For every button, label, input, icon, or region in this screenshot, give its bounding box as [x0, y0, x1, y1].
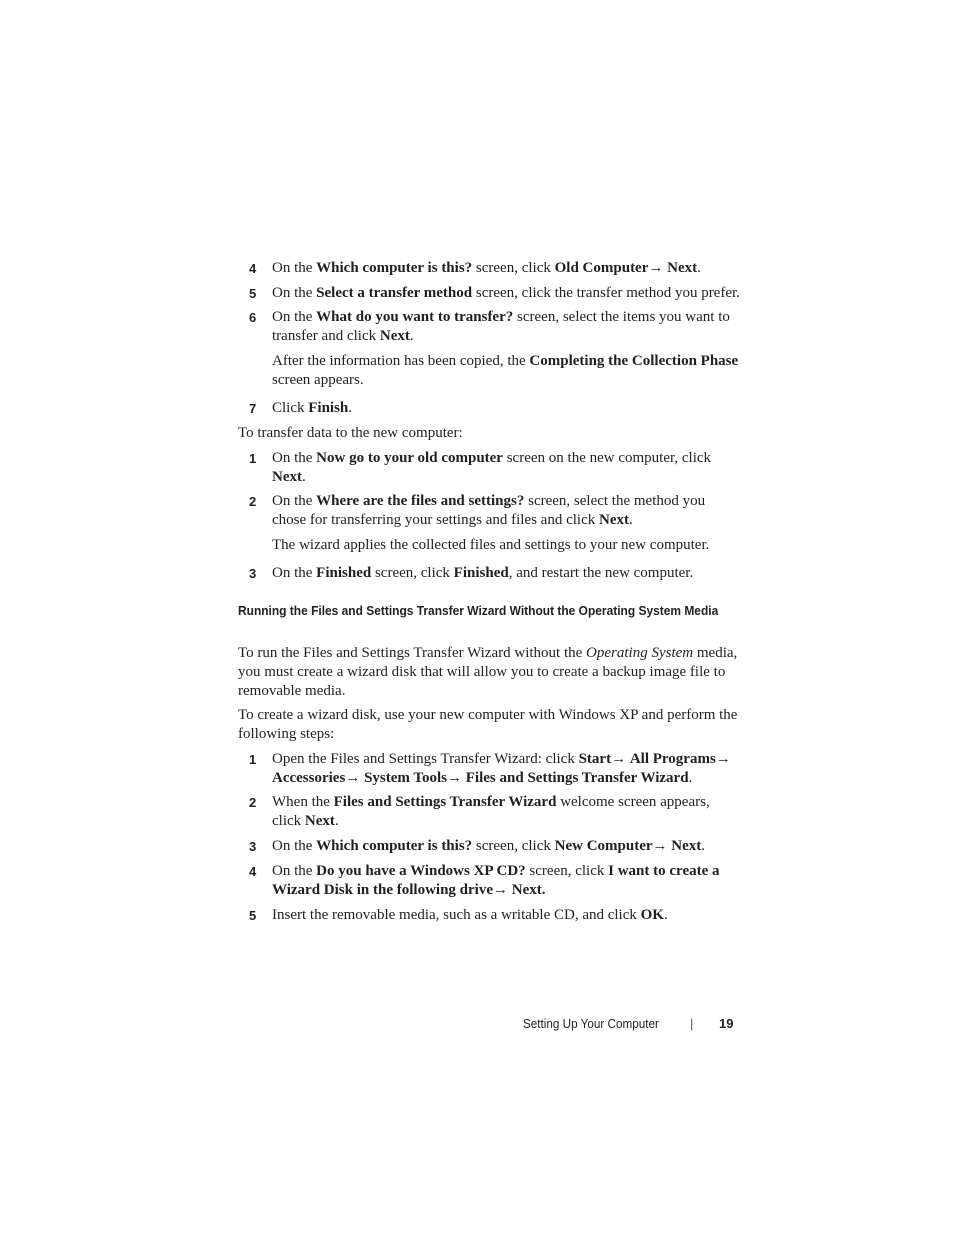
- text-run: screen, click: [525, 863, 609, 879]
- text-run: When the: [272, 794, 334, 810]
- step-text: [272, 399, 742, 418]
- ui-term: Where are the files and settings?: [316, 493, 525, 509]
- intro-paragraph: To transfer data to the new computer:: [238, 425, 463, 441]
- step-text: [272, 862, 742, 900]
- step-text: [272, 906, 742, 925]
- text-run: .: [348, 400, 353, 416]
- ui-term: Next: [598, 512, 629, 528]
- step-number: 7: [249, 401, 257, 416]
- ui-term: Next: [379, 328, 410, 344]
- ui-term: Next: [304, 813, 335, 829]
- text-run: .: [663, 907, 668, 923]
- text-run: On the: [272, 450, 317, 466]
- text-run: On the: [272, 493, 317, 509]
- ui-term: Select a transfer method: [316, 285, 473, 301]
- ui-term: System Tools: [364, 770, 448, 786]
- step-text: [272, 308, 742, 346]
- text-run: .: [701, 838, 706, 854]
- text-run: .: [688, 770, 693, 786]
- ui-term: OK: [640, 907, 664, 923]
- body-paragraph: [238, 644, 743, 701]
- text-run: welcome screen appears, click: [272, 794, 710, 829]
- emphasis: Operating System: [586, 645, 694, 661]
- step-text: [272, 449, 742, 487]
- text-run: screen, click: [371, 565, 454, 581]
- section-heading: Running the Files and Settings Transfer Wizard Without the Operating System Media: [238, 603, 719, 618]
- ui-term: Files and Settings Transfer Wizard: [465, 770, 689, 786]
- text-run: To run the Files and Settings Transfer Wizard without the: [238, 645, 587, 661]
- ui-term: I want to create a Wizard Disk in the following drive: [272, 863, 720, 898]
- text-run: →: [447, 770, 466, 786]
- step-note: The wizard applies the collected files and settings to your new computer.: [272, 537, 710, 553]
- ui-term: Accessories: [272, 770, 346, 786]
- ui-term: Next: [671, 838, 702, 854]
- footer-section-title: Setting Up Your Computer: [523, 1016, 659, 1031]
- step-number: 2: [249, 494, 257, 509]
- text-run: .: [697, 260, 701, 276]
- text-run: After the information has been copied, the: [272, 353, 530, 369]
- text-run: screen, select the method you chose for transferring your settings and files and click: [272, 493, 706, 528]
- ui-term: Files and Settings Transfer Wizard: [333, 794, 557, 810]
- ui-term: What do you want to transfer?: [316, 309, 514, 325]
- text-run: , and restart the new computer.: [508, 565, 694, 581]
- footer-separator: |: [690, 1016, 694, 1031]
- step-number: 2: [249, 795, 257, 810]
- ui-term: Do you have a Windows XP CD?: [316, 863, 526, 879]
- ui-term: Finished: [316, 565, 372, 581]
- ui-term: Next.: [511, 882, 546, 898]
- step-text: [272, 750, 742, 788]
- ui-term: Which computer is this?: [316, 838, 473, 854]
- step-number: 1: [249, 451, 257, 466]
- body-paragraph: To create a wizard disk, use your new computer with Windows XP and perform the following steps:: [238, 707, 738, 742]
- ui-term: Next: [272, 469, 302, 485]
- text-run: On the: [272, 309, 317, 325]
- ui-term: Next: [667, 260, 698, 276]
- text-run: screen, click: [472, 260, 555, 276]
- text-run: On the: [272, 838, 317, 854]
- text-run: Click: [272, 400, 309, 416]
- ui-term: New Computer: [554, 838, 653, 854]
- text-run: →: [648, 260, 668, 276]
- text-run: →: [715, 751, 731, 767]
- text-run: Open the Files and Settings Transfer Wizard: click: [272, 751, 579, 767]
- step-number: 3: [249, 839, 257, 854]
- step-text: [272, 837, 742, 856]
- text-run: →: [611, 751, 630, 767]
- step-note: [272, 352, 742, 390]
- ui-term: All Programs: [629, 751, 716, 767]
- text-run: On the: [272, 565, 317, 581]
- step-text: [272, 793, 742, 831]
- text-run: →: [345, 770, 365, 786]
- ui-term: Old Computer: [554, 260, 649, 276]
- text-run: Insert the removable media, such as a writable CD, and click: [272, 907, 641, 923]
- ui-term: Now go to your old computer: [316, 450, 503, 466]
- text-run: .: [628, 512, 633, 528]
- step-text: [272, 564, 742, 583]
- step-number: 5: [249, 908, 257, 923]
- ui-term: Finished: [453, 565, 509, 581]
- text-run: .: [334, 813, 339, 829]
- text-run: On the: [272, 863, 317, 879]
- page-number: 19: [719, 1016, 734, 1031]
- text-run: screen on the new computer, click: [502, 450, 712, 466]
- text-run: screen, select the items you want to transfer and click: [272, 309, 730, 344]
- step-text: [272, 259, 742, 278]
- text-run: screen, click the transfer method you prefer.: [472, 285, 740, 301]
- step-number: 6: [249, 310, 257, 325]
- step-number: 5: [249, 286, 257, 301]
- step-number: 4: [249, 864, 257, 879]
- text-run: media, you must create a wizard disk that will allow you to create a backup image file to removable media.: [238, 645, 738, 699]
- text-run: On the: [272, 260, 317, 276]
- text-run: →: [493, 882, 512, 898]
- step-number: 4: [249, 261, 257, 276]
- text-run: .: [302, 469, 306, 485]
- step-number: 1: [249, 752, 257, 767]
- step-number: 3: [249, 566, 257, 581]
- text-run: screen, click: [472, 838, 555, 854]
- text-run: .: [409, 328, 414, 344]
- text-run: screen appears.: [272, 372, 364, 388]
- ui-term: Completing the Collection Phase: [529, 353, 739, 369]
- text-run: →: [652, 838, 672, 854]
- step-text: [272, 284, 742, 303]
- text-run: On the: [272, 285, 317, 301]
- ui-term: Start: [578, 751, 612, 767]
- step-text: [272, 492, 742, 530]
- ui-term: Finish: [308, 400, 349, 416]
- ui-term: Which computer is this?: [316, 260, 473, 276]
